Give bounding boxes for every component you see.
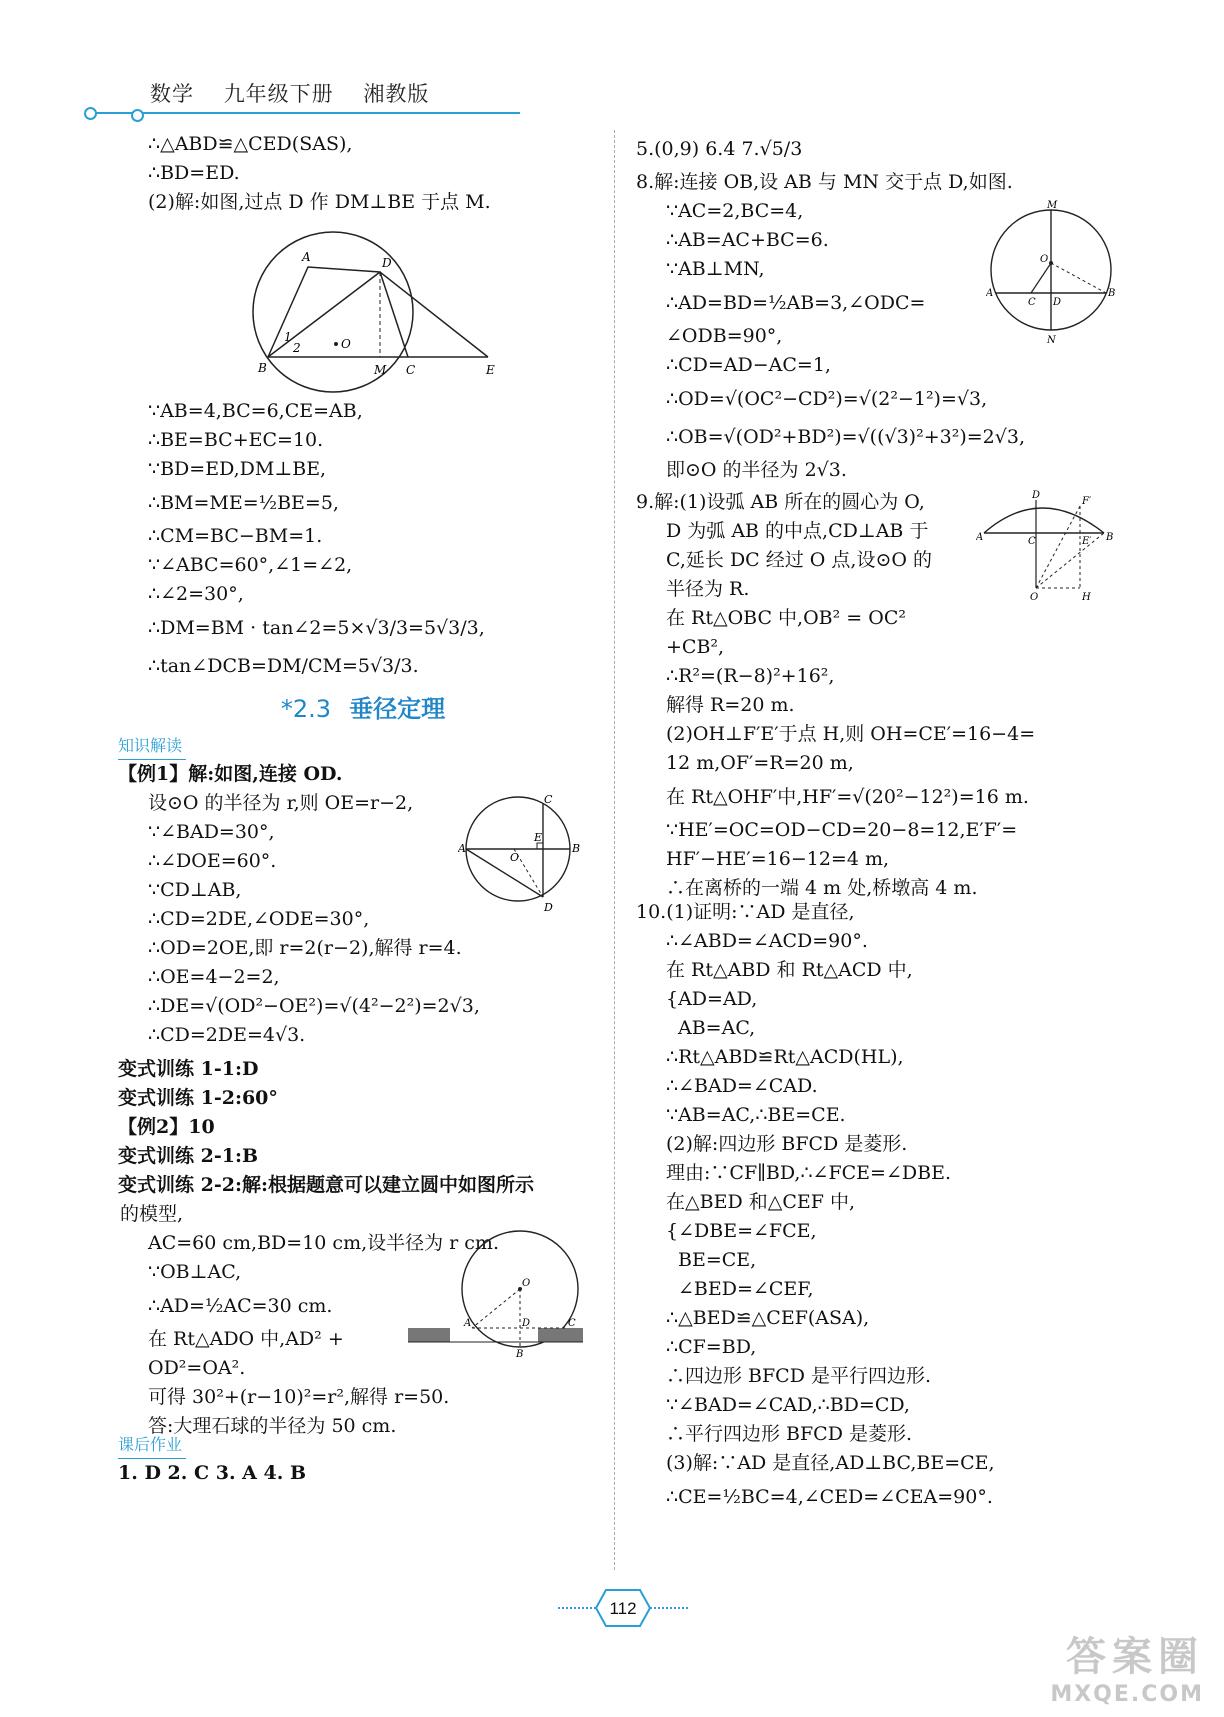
text-line: ∴DM=BM · tan∠2=5×√3/3=5√3/3, (148, 617, 485, 639)
text-line: ∴∠BAD=∠CAD. (666, 1075, 818, 1097)
text-line: 10.(1)证明:∵AD 是直径, (636, 901, 855, 923)
watermark (1050, 1625, 1204, 1707)
fig-label: 1 (284, 330, 292, 344)
text-line: ∴∠ABD=∠ACD=90°. (666, 930, 868, 952)
text-line: D 为弧 AB 的中点,CD⊥AB 于 (666, 520, 929, 542)
text-line: ∵AB=AC,∴BE=CE. (666, 1104, 846, 1126)
figure-chord-circle (458, 789, 598, 919)
text-line: 变式训练 2-1:B (118, 1145, 259, 1167)
text-line: ∴四边形 BFCD 是平行四边形. (666, 1365, 932, 1387)
text-line: ∵AB⊥MN, (666, 258, 765, 280)
watermark-url: MXQE.COM (1050, 1682, 1204, 1707)
text-line: ∴AD=½AC=30 cm. (148, 1295, 333, 1317)
text-line: 在 Rt△ABD 和 Rt△ACD 中, (666, 959, 913, 981)
text-line: HF′−HE′=16−12=4 m, (666, 848, 890, 870)
text-line: ∴CD=AD−AC=1, (666, 354, 831, 376)
text-line: ∴AD=BD=½AB=3,∠ODC= (666, 292, 926, 314)
fig-label: B (516, 1349, 524, 1360)
fig-label: C (1028, 536, 1036, 547)
fig-label: D (522, 1318, 531, 1329)
text-line: ∵OB⊥AC, (148, 1261, 242, 1283)
fig-label: D (544, 901, 553, 914)
text-line: 变式训练 1-2:60° (118, 1087, 278, 1109)
text-line: {∠DBE=∠FCE, (666, 1220, 817, 1242)
text-line: ∴CF=BD, (666, 1336, 757, 1358)
fig-label: A (976, 532, 984, 543)
section-heading (118, 685, 608, 733)
text-line: ∴OD=2OE,即 r=2(r−2),解得 r=4. (148, 937, 462, 959)
text-line: AB=AC, (678, 1017, 756, 1039)
left-column (118, 130, 608, 1488)
text-line: ∴AB=AC+BC=6. (666, 229, 829, 251)
fig-label: B (572, 842, 581, 855)
fig-label: D (382, 256, 392, 270)
fig-label: A (986, 288, 994, 299)
text-line: ∵∠BAD=30°, (148, 821, 275, 843)
text-line: 12 m,OF′=R=20 m, (666, 752, 854, 774)
text-line: 9.解:(1)设弧 AB 所在的圆心为 O, (636, 491, 925, 513)
text-line: 答:大理石球的半径为 50 cm. (148, 1415, 397, 1437)
fig-label: H (1082, 592, 1091, 603)
text-line: ∠ODB=90°, (666, 325, 783, 347)
header-rule (88, 112, 520, 114)
fig-label: A (458, 842, 466, 855)
fig-label: O (1030, 592, 1039, 603)
text-line: ∴△BED≌△CEF(ASA), (666, 1307, 870, 1329)
text-line: ∴tan∠DCB=DM/CM=5√3/3. (148, 655, 419, 677)
figure-arch-bridge (976, 488, 1116, 608)
text-line: ∵∠ABC=60°,∠1=∠2, (148, 554, 353, 576)
text-line: (2)解:如图,过点 D 作 DM⊥BE 于点 M. (148, 191, 491, 213)
header-grade: 九年级下册 (223, 82, 334, 106)
text-line: ∴△ABD≌△CED(SAS), (148, 133, 353, 155)
text-line: 在 Rt△OBC 中,OB² = OC² (666, 607, 906, 629)
text-line: ∴BM=ME=½BE=5, (148, 492, 339, 514)
text-line: +CB², (666, 636, 725, 658)
text-line: 在 Rt△ADO 中,AD² + (148, 1328, 344, 1350)
page-number: 112 (609, 1599, 637, 1618)
running-header (150, 78, 451, 108)
fig-label: D (1032, 490, 1041, 501)
text-line: ∵BD=ED,DM⊥BE, (148, 458, 327, 480)
text-line: ∴OE=4−2=2, (148, 966, 280, 988)
fig-label: O (522, 1278, 531, 1289)
text-line: ∴BD=ED. (148, 162, 240, 184)
fig-label: C (406, 363, 416, 377)
page-number-badge (558, 1586, 688, 1630)
fig-label: N (1047, 335, 1056, 346)
text-line: ∵∠BAD=∠CAD,∴BD=CD, (666, 1394, 910, 1416)
text-line: 变式训练 2-2:解:根据题意可以建立圆中如图所示 (118, 1174, 534, 1196)
text-line: ∴平行四边形 BFCD 是菱形. (666, 1423, 913, 1445)
text-line: OD²=OA². (148, 1357, 246, 1379)
fig-label: B (1106, 532, 1114, 543)
text-line: AC=60 cm,BD=10 cm,设半径为 r cm. (148, 1232, 499, 1254)
problem-8-block (636, 168, 1116, 488)
text-line: ∴CD=2DE,∠ODE=30°, (148, 908, 370, 930)
header-edition: 湘教版 (363, 82, 430, 106)
fig-label: M (1047, 200, 1058, 211)
text-line: 在 Rt△OHF′中,HF′=√(20²−12²)=16 m. (666, 786, 1029, 808)
text-line: ∴∠DOE=60°. (148, 850, 277, 872)
fig-label: O (341, 337, 351, 351)
text-line: ∴CD=2DE=4√3. (148, 1024, 306, 1046)
text-line: 理由:∵CF∥BD,∴∠FCE=∠DBE. (666, 1162, 952, 1184)
text-line: ∵AC=2,BC=4, (666, 200, 804, 222)
fig-label: A (464, 1318, 472, 1329)
fig-label: O (510, 851, 520, 864)
text-line: ∵CD⊥AB, (148, 879, 242, 901)
text-line: BE=CE, (678, 1249, 757, 1271)
text-line: ∴在离桥的一端 4 m 处,桥墩高 4 m. (666, 877, 978, 899)
text-line: ∴Rt△ABD≌Rt△ACD(HL), (666, 1046, 904, 1068)
fig-label: F′ (1082, 496, 1092, 507)
text-line: ∴CE=½BC=4,∠CED=∠CEA=90°. (666, 1486, 993, 1508)
subsection-tag: 知识解读 (118, 733, 186, 760)
fig-label: E (486, 363, 495, 377)
text-line: 可得 30²+(r−10)²=r²,解得 r=50. (148, 1386, 450, 1408)
fig-label: C (1028, 297, 1036, 308)
header-ornament (84, 107, 97, 120)
text-line: ∵HE′=OC=OD−CD=20−8=12,E′F′= (666, 819, 1018, 841)
text-line: 设⊙O 的半径为 r,则 OE=r−2, (148, 792, 414, 814)
example-heading: 【例1】解:如图,连接 OD. (118, 763, 343, 785)
text-line: ∴BE=BC+EC=10. (148, 429, 324, 451)
text-line: 在△BED 和△CEF 中, (666, 1191, 855, 1213)
fig-label: A (302, 250, 311, 264)
text-line: ∠BED=∠CEF, (678, 1278, 814, 1300)
fig-label: B (258, 361, 267, 375)
fig-label: D (1053, 297, 1062, 308)
text-line: ∴∠2=30°, (148, 583, 244, 605)
text-line: ∴OB=√(OD²+BD²)=√((√3)²+3²)=2√3, (666, 426, 1025, 448)
text-line: C,延长 DC 经过 O 点,设⊙O 的 (666, 549, 932, 571)
fig-label: E (534, 831, 543, 844)
text-line: 变式训练 1-1:D (118, 1058, 259, 1080)
fig-label: O (1040, 254, 1049, 265)
fig-label: 2 (293, 341, 301, 355)
fig-label: C (568, 1318, 576, 1329)
right-column (636, 130, 1116, 1516)
section-number: *2.3 (280, 695, 332, 723)
example-2-block (118, 1200, 608, 1437)
column-divider (614, 130, 615, 1570)
text-line: 【例2】10 (118, 1116, 215, 1138)
fig-label: B (1108, 288, 1116, 299)
text-line: 5.(0,9) 6.4 7.√5/3 (636, 138, 803, 160)
text-line: 半径为 R. (666, 578, 750, 600)
text-line: ∵AB=4,BC=6,CE=AB, (148, 400, 363, 422)
text-line: 的模型, (120, 1203, 184, 1225)
section-title: 垂径定理 (349, 695, 446, 723)
text-line: ∴DE=√(OD²−OE²)=√(4²−2²)=2√3, (148, 995, 480, 1017)
fig-label: C (544, 793, 553, 806)
text-line: ∴CM=BC−BM=1. (148, 525, 323, 547)
text-line: ∴OD=√(OC²−CD²)=√(2²−1²)=√3, (666, 388, 988, 410)
figure-marble-sphere (398, 1226, 598, 1366)
text-line: (2)OH⊥F′E′于点 H,则 OH=CE′=16−4= (666, 723, 1036, 745)
text-line: 即⊙O 的半径为 2√3. (666, 459, 847, 481)
fig-label: E′ (1082, 536, 1092, 547)
text-line: {AD=AD, (666, 988, 758, 1010)
text-line: (2)解:四边形 BFCD 是菱形. (666, 1133, 908, 1155)
text-line: 8.解:连接 OB,设 AB 与 MN 交于点 D,如图. (636, 171, 1013, 193)
fig-label: M (374, 363, 387, 377)
watermark-logo: 答案圈 (1066, 1634, 1204, 1680)
text-line: 解得 R=20 m. (666, 694, 795, 716)
example-1-block (118, 789, 608, 1055)
figure-mn-circle (986, 198, 1116, 348)
text-line: ∴R²=(R−8)²+16², (666, 665, 835, 687)
problem-9-block (636, 488, 1116, 898)
answers-line: 1. D 2. C 3. A 4. B (118, 1462, 307, 1484)
subsection-tag: 课后作业 (118, 1432, 186, 1459)
header-subject: 数学 (150, 82, 194, 106)
figure-triangle-circle (118, 217, 588, 397)
text-line: (3)解:∵AD 是直径,AD⊥BC,BE=CE, (666, 1452, 995, 1474)
header-ornament (131, 109, 144, 122)
